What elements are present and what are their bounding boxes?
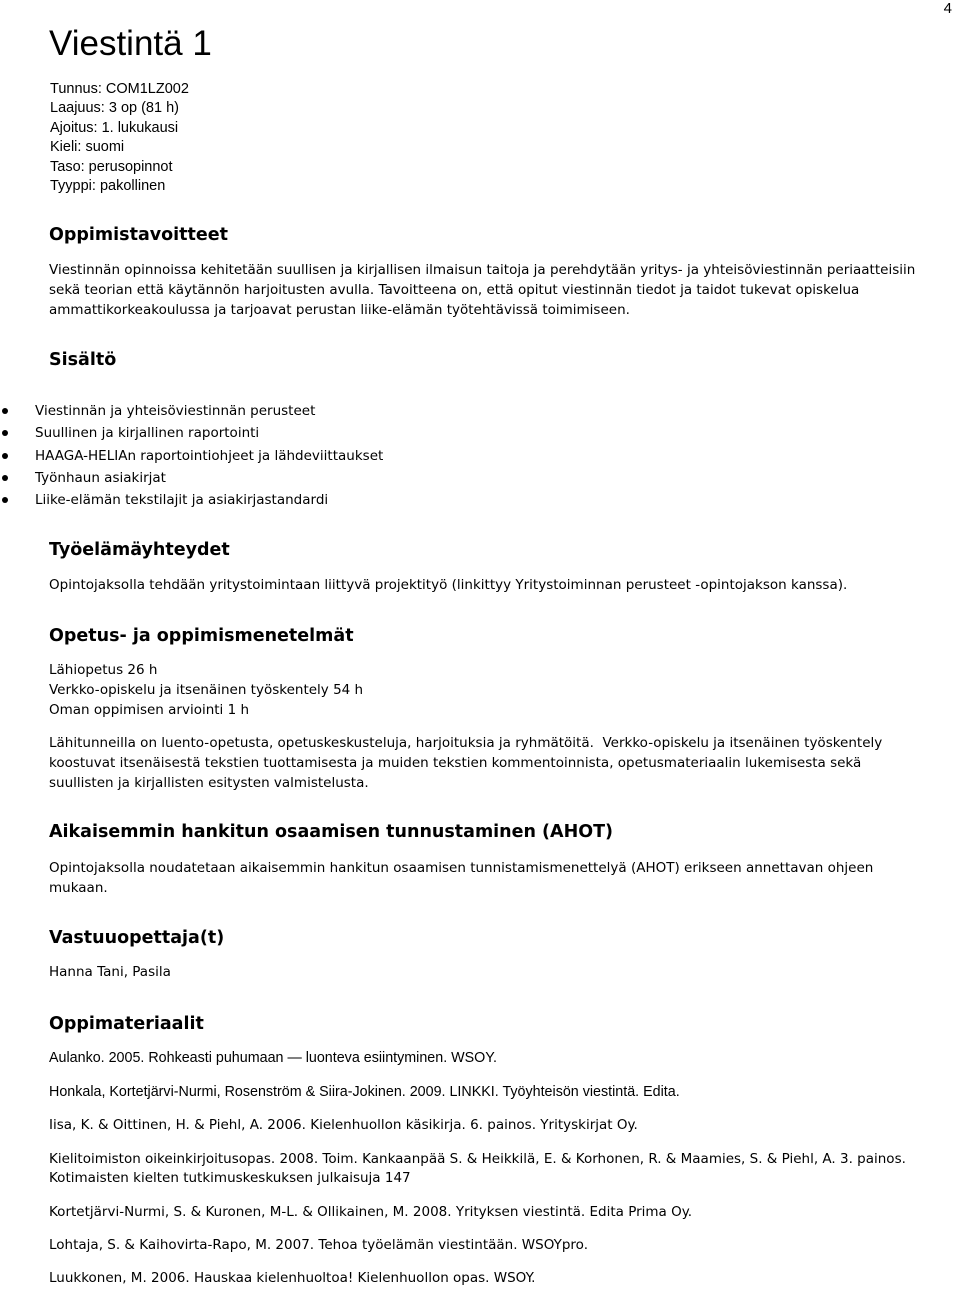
page-title: Viestintä 1 [49,24,212,63]
hours-line: Lähiopetus 26 h [49,662,158,678]
heading-oppimateriaalit: Oppimateriaalit [49,1014,204,1034]
list-item: Viestinnän ja yhteisöviestinnän perusteet [0,400,383,422]
meta-language: Kieli: suomi [50,139,125,156]
ahot-line: Opintojaksolla noudatetaan aikaisemmin hankitun osaamisen tunnistamismenettelyä (AHOT) erikseen annettavan ohjeen [49,860,874,876]
teaching-line: Lähitunneilla on luento-opetusta, opetuskeskusteluja, harjoituksia ja ryhmätöitä. Verkko-opiskelu ja itsenäinen työskentely [49,735,883,751]
reference-item: Iisa, K. & Oittinen, H. & Piehl, A. 2006. Kielenhuollon käsikirja. 6. painos. Yrityskirjat Oy. [49,1117,638,1133]
ahot-line: mukaan. [49,879,108,896]
reference-item: Luukkonen, M. 2006. Hauskaa kielenhuoltoa! Kielenhuollon opas. WSOY. [49,1270,536,1286]
heading-tyoelamayhteydet: Työelämäyhteydet [49,540,230,560]
hours-line: Oman oppimisen arviointi 1 h [49,701,250,718]
heading-oppimistavoitteet: Oppimistavoitteet [49,225,229,245]
objectives-line: sekä teorian että käytännön harjoitusten avulla. Tavoitteena on, että opitut viestinnän tiedot ja taidot tukevat opiskelua [49,281,860,298]
content-list [0,400,383,511]
teaching-hours [49,661,954,720]
bullet-icon [2,475,8,481]
bullet-icon [2,408,8,414]
heading-sisalto: Sisältö [49,350,117,370]
teaching-description [49,734,954,793]
heading-opetus: Opetus- ja oppimismenetelmät [49,626,354,646]
list-item: HAAGA-HELIAn raportointiohjeet ja lähdeviittaukset [0,445,383,467]
heading-vastuuopettajat: Vastuuopettaja(t) [49,928,225,948]
teacher-names: Hanna Tani, Pasila [49,964,171,980]
bullet-icon [2,430,8,436]
teaching-line: suullisten ja kirjallisten esitysten valmistelusta. [49,774,369,791]
bullet-icon [2,453,8,459]
reference-item: Lohtaja, S. & Kaihovirta-Rapo, M. 2007. Tehoa työelämän viestintään. WSOYpro. [49,1237,588,1253]
meta-timing: Ajoitus: 1. lukukausi [50,119,179,136]
course-meta [50,80,189,196]
objectives-paragraph [49,261,954,320]
meta-scope: Laajuus: 3 op (81 h) [50,100,179,117]
list-item: Liike-elämän tekstilajit ja asiakirjastandardi [0,489,383,511]
list-item: Työnhaun asiakirjat [0,467,383,489]
objectives-line: Viestinnän opinnoissa kehitetään suullisen ja kirjallisen ilmaisun taitoja ja perehdytään yritys- ja yhteisöviestinnän periaatteisiin [49,262,916,278]
meta-code: Tunnus: COM1LZ002 [50,81,189,97]
reference-item: Aulanko. 2005. Rohkeasti puhumaan — luonteva esiintyminen. WSOY. [49,1050,497,1066]
reference-item: Kielitoimiston oikeinkirjoitusopas. 2008. Toim. Kankaanpää S. & Heikkilä, E. & Korhonen, R. & Maamies, S. & Piehl, A. 3. painos. [49,1151,906,1167]
heading-ahot: Aikaisemmin hankitun osaamisen tunnustaminen (AHOT) [49,822,614,842]
meta-level: Taso: perusopinnot [50,158,173,175]
bullet-icon [2,497,8,503]
work-life-text: Opintojaksolla tehdään yritystoimintaan liittyvä projektityö (linkittyy Yritystoiminnan perusteet -opintojakson kanssa). [49,577,848,593]
reference-item: Honkala, Kortetjärvi-Nurmi, Rosenström & Siira-Jokinen. 2009. LINKKI. Työyhteisön viestintä. Edita. [49,1084,680,1100]
reference-item: Kortetjärvi-Nurmi, S. & Kuronen, M-L. & Ollikainen, M. 2008. Yrityksen viestintä. Edita Prima Oy. [49,1204,693,1220]
hours-line: Verkko-opiskelu ja itsenäinen työskentely 54 h [49,681,364,698]
meta-type: Tyyppi: pakollinen [50,178,166,195]
reference-item-continued: Kotimaisten kielten tutkimuskeskuksen julkaisuja 147 [49,1170,411,1186]
ahot-paragraph [49,859,954,899]
page-number: 4 [943,0,952,17]
list-item: Suullinen ja kirjallinen raportointi [0,422,383,444]
objectives-line: ammattikorkeakoulussa ja tarjoavat perustan liike-elämän työtehtävissä toimimiseen. [49,301,630,318]
teaching-line: koostuvat itsenäisestä tekstien tuottamisesta ja muiden tekstien kommentoinnista, opetusmateriaalin lukemisesta sekä [49,754,862,771]
